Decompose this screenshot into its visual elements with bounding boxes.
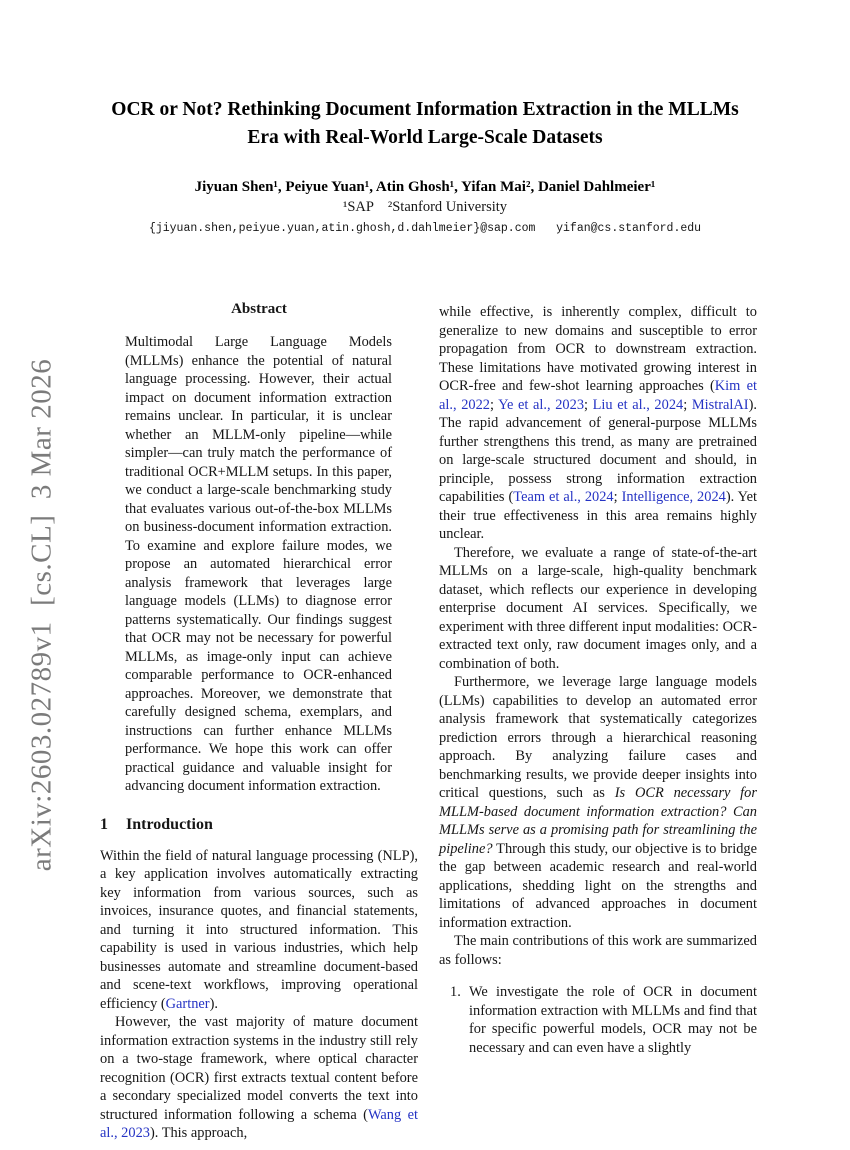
intro-paragraph-4 [439,544,757,674]
intro-paragraph-1 [100,847,418,1014]
paper-title-line-2: Era with Real-World Large-Scale Datasets [247,127,603,148]
text-run: ). The rapid advancement of general-purpose MLLMs further strengthens this trend, as many are pretrained on large-scale structured document and should, in principle, possess strong information extraction capabilities ( [439,396,757,505]
intro-paragraph-6 [439,932,757,969]
text-run: ; [613,489,622,505]
emphasis-text: Is OCR necessary for MLLM-based document information extraction? Can MLLMs serve as a promising path for streamlining the pipeline? [439,785,757,857]
title-block [0,96,850,235]
text-run: ). Yet their true effectiveness in this area remains highly unclear. [439,489,757,542]
text-run: The main contributions of this work are summarized as follows: [439,933,757,968]
citation-link[interactable]: Team et al., 2024 [513,489,614,505]
contribution-item-1 [439,983,757,1057]
text-run: Multimodal Large Language Models (MLLMs) enhance the potential of natural language processing. However, their actual impact on document information extraction remains unclear. In particular, it is unclear whether an MLLM-only pipeline—while simpler—can truly match the performance of traditional OCR+MLLM setups. In this paper, we conduct a large-scale benchmarking study that evaluates various out-of-the-box MLLMs on business-document information extraction. To examine and explore failure modes, we propose an automated hierarchical error analysis framework that leverages large language models (LLMs) to diagnose error patterns systematically. Our findings suggest that OCR may not be necessary for powerful MLLMs, as image-only input can achieve comparable performance to OCR-enhanced approaches. Moreover, we demonstrate that carefully designed schema, exemplars, and instructions can further enhance MLLMs performance. We hope this work can offer practical guidance and valuable insight for advancing document information extraction. [125,334,392,794]
affiliation-line: ¹SAP ²Stanford University [342,199,508,215]
text-run: Through this study, our objective is to bridge the gap between academic research and real-world applications, shedding light on the strengths and limitations of advanced approaches in document information extraction. [439,840,757,931]
intro-paragraph-5 [439,673,757,932]
citation-link[interactable]: MistralAI [691,396,749,413]
paper-title [0,96,850,152]
intro-paragraph-3 [439,303,757,544]
section-number: 1 [100,815,108,833]
citation-link[interactable]: Kim et al., 2022 [439,378,757,413]
text-run: ). This approach, [149,1125,248,1141]
paper-title-line-1: OCR or Not? Rethinking Document Information Extraction in the MLLMs [111,99,739,120]
text-run: ; [489,396,499,413]
text-run: However, the vast majority of mature document information extraction systems in the industry still rely on a two-stage framework, where optical character recognition (OCR) first extracts textual content before a secondary specialized model converts the text into structured information following a schema ( [100,1014,418,1123]
citation-link[interactable]: Wang et al., 2023 [100,1106,418,1141]
arxiv-watermark: arXiv:2603.02789v1 [cs.CL] 3 Mar 2026 [25,358,58,872]
section-1-heading [100,816,418,834]
citation-link[interactable]: Ye et al., 2023 [498,396,585,413]
author-line: Jiyuan Shen¹, Peiyue Yuan¹, Atin Ghosh¹, Yifan Mai², Daniel Dahlmeier¹ [194,179,656,195]
citation-link[interactable]: Liu et al., 2024 [592,396,684,413]
citation-link[interactable]: Gartner [165,995,210,1012]
text-run: Furthermore, we leverage large language models (LLMs) capabilities to develop an automated error analysis framework that systematically categorizes prediction errors through a hierarchical reasoning approach. By analyzing failure cases and benchmarking results, we provide deeper insights into critical questions, such as [439,674,757,801]
text-run: Within the field of natural language processing (NLP), a key application involves automatically extracting key information from various sources, such as invoices, insurance quotes, and financial statements, and turning it into structured information. This capability is used in various industries, which help businesses automate and streamline document-based and scene-text workflows, improving operational efficiency ( [100,847,418,1012]
email-line: {jiyuan.shen,peiyue.yuan,atin.ghosh,d.dahlmeier}@sap.com yifan@cs.stanford.edu [148,222,702,235]
intro-paragraph-2 [100,1013,418,1143]
contribution-item-1-text [469,983,757,1057]
section-title: Introduction [126,815,213,833]
citation-link[interactable]: Intelligence, 2024 [621,489,726,505]
text-run: We investigate the role of OCR in document information extraction with MLLMs and find that for specific powerful models, OCR may not be necessary and can even have a slightly [469,984,757,1056]
list-number: 1. [450,984,461,1000]
text-run: ; [584,396,593,413]
text-run: ). [209,995,218,1012]
text-run: ; [683,396,692,413]
left-column [100,296,418,1143]
right-column [439,296,757,1057]
text-run: while effective, is inherently complex, difficult to generalize to new domains and susceptible to error propagation from OCR to downstream extraction. These limitations have motivated growing interest in OCR-free and few-shot learning approaches ( [439,304,757,394]
text-run: Therefore, we evaluate a range of state-of-the-art MLLMs on a large-scale, high-quality benchmark dataset, which reflects our experience in developing enterprise document AI services. Specifically, we experiment with three different input modalities: OCR-extracted text only, raw document images only, and a combination of both. [439,544,757,672]
abstract-heading: Abstract [231,301,287,317]
abstract-text [125,333,392,796]
